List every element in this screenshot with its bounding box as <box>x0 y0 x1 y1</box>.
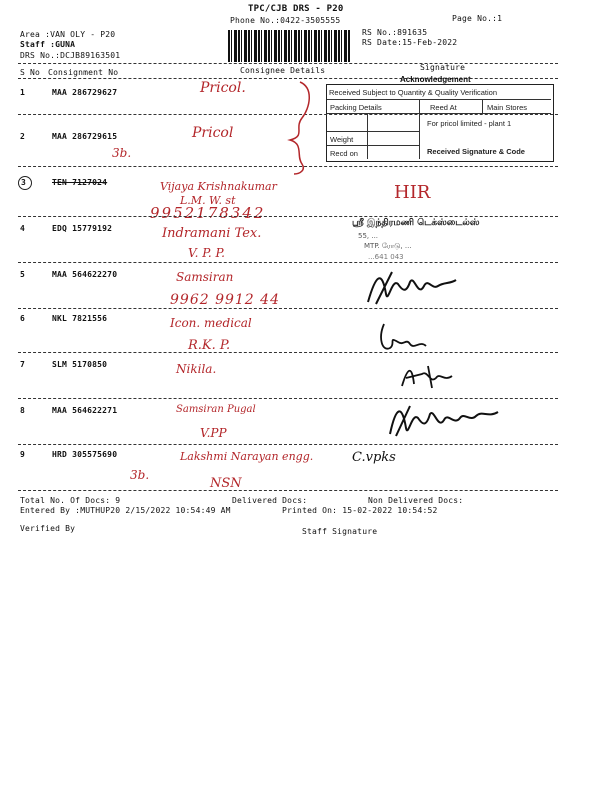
total-docs: Total No. Of Docs: 9 <box>20 496 121 505</box>
rs-date: RS Date:15-Feb-2022 <box>362 38 458 47</box>
phone-number: Phone No.:0422-3505555 <box>230 16 341 25</box>
row-consignee-hand: 9952178342 <box>150 204 266 222</box>
row-sno: 1 <box>20 88 26 97</box>
ack-main-stores: Main Stores <box>487 103 528 112</box>
ack-row-line <box>327 99 551 100</box>
barcode <box>228 30 350 62</box>
rs-number: RS No.:891635 <box>362 28 428 37</box>
row-consignment: MAA 564622271 <box>52 406 118 415</box>
ack-col-line <box>367 113 368 159</box>
col-consignment: Consignment No <box>48 68 119 77</box>
signature-7 <box>398 362 458 392</box>
row-divider <box>18 352 558 353</box>
row-consignee-hand: 3b. <box>112 146 132 160</box>
row-consignee-hand: Lakshmi Narayan engg. <box>180 450 314 463</box>
row-divider <box>18 398 558 399</box>
ack-row-line <box>327 131 419 132</box>
row-sno: 7 <box>20 360 26 369</box>
delivered-docs: Delivered Docs: <box>232 496 308 505</box>
signature-5 <box>362 264 462 310</box>
row-divider <box>18 262 558 263</box>
non-delivered-docs: Non Delivered Docs: <box>368 496 464 505</box>
verified-by: Verified By <box>20 524 76 533</box>
ack-col-line <box>419 99 420 159</box>
row-divider <box>18 216 558 217</box>
row-consignee-hand: Samsiran <box>176 270 234 284</box>
page-number: Page No.:1 <box>452 14 503 23</box>
row-consignee-hand: V.PP <box>200 426 227 440</box>
ack-reed-at: Reed At <box>430 103 457 112</box>
row-consignee-hand: 9962 9912 44 <box>170 292 280 308</box>
row-sno: 6 <box>20 314 26 323</box>
table-end-divider <box>18 490 558 491</box>
row-sno: 3 <box>21 178 27 187</box>
drs-number: DRS No.:DCJB89163501 <box>20 51 121 60</box>
stamp-line: 55, ... <box>358 232 379 240</box>
ack-company: For pricol limited - plant 1 <box>427 119 512 128</box>
row-sno: 5 <box>20 270 26 279</box>
row-sno: 4 <box>20 224 26 233</box>
header-divider <box>18 63 558 64</box>
row-consignment: EDQ 15779192 <box>52 224 113 233</box>
printed-on: Printed On: 15-02-2022 10:54:52 <box>282 506 438 515</box>
row-consignee-hand: V. P. P. <box>188 246 225 260</box>
row-divider <box>18 444 558 445</box>
ack-recd-on: Recd on <box>330 149 358 158</box>
row-consignee-hand: Nikila. <box>176 362 217 376</box>
col-signature: Signature <box>420 63 466 72</box>
row-consignee-hand: L.M. W. st <box>180 194 236 207</box>
stamp-title: ஸ்ரீ இந்திரமணி டெக்ஸ்டைல்ஸ் <box>352 218 480 228</box>
row-divider <box>18 308 558 309</box>
row-consignment: MAA 564622270 <box>52 270 118 279</box>
area-label: Area :VAN OLY - P20 <box>20 30 116 39</box>
ack-title: Acknowledgement <box>400 75 471 84</box>
signature-8 <box>384 400 504 440</box>
row-consignee-hand: Pricol. <box>200 80 246 96</box>
row-consignment: NKL 7821556 <box>52 314 108 323</box>
ack-col-line <box>482 99 483 113</box>
ack-row-line <box>327 145 419 146</box>
ack-weight: Weight <box>330 135 354 144</box>
row-consignee-hand: 3b. <box>130 468 150 482</box>
bracket-mark <box>280 78 320 178</box>
ack-box <box>326 84 554 162</box>
row-sno: 9 <box>20 450 26 459</box>
col-consignee: Consignee Details <box>240 66 326 75</box>
row-consignee-hand: Pricol <box>192 125 234 141</box>
entered-by: Entered By :MUTHUP20 2/15/2022 10:54:49 AM <box>20 506 231 515</box>
row-consignee-hand: Samsiran Pugal <box>176 404 256 415</box>
ack-subject: Received Subject to Quantity & Quality Verification <box>329 88 498 97</box>
staff-signature: Staff Signature <box>302 527 378 536</box>
row-consignment: MAA 286729627 <box>52 88 118 97</box>
signature-9: C.vpks <box>352 450 396 465</box>
stamp-line: ...641 043 <box>368 253 404 261</box>
ack-packing: Packing Details <box>330 103 382 112</box>
hir-annotation: HIR <box>394 182 431 203</box>
row-sno: 8 <box>20 406 26 415</box>
ack-received-signature: Received Signature & Code <box>427 147 525 156</box>
row-consignment: SLM 5170850 <box>52 360 108 369</box>
row-sno: 2 <box>20 132 26 141</box>
row-consignee-hand: Indramani Tex. <box>162 226 262 241</box>
row-consignee-hand: Icon. medical <box>170 316 252 330</box>
row-consignee-hand: NSN <box>210 476 242 491</box>
row-consignment: MAA 286729615 <box>52 132 118 141</box>
staff-label: Staff :GUNA <box>20 40 76 49</box>
row-consignment: TEN 7127024 <box>52 178 108 187</box>
stamp-line: MTP. ரோடு, ... <box>364 242 412 250</box>
report-title: TPC/CJB DRS - P20 <box>248 4 344 14</box>
col-sno: S No <box>20 68 41 77</box>
row-consignee-hand: R.K. P. <box>188 338 231 353</box>
row-consignment: HRD 305575690 <box>52 450 118 459</box>
row-consignee-hand: Vijaya Krishnakumar <box>160 180 277 193</box>
